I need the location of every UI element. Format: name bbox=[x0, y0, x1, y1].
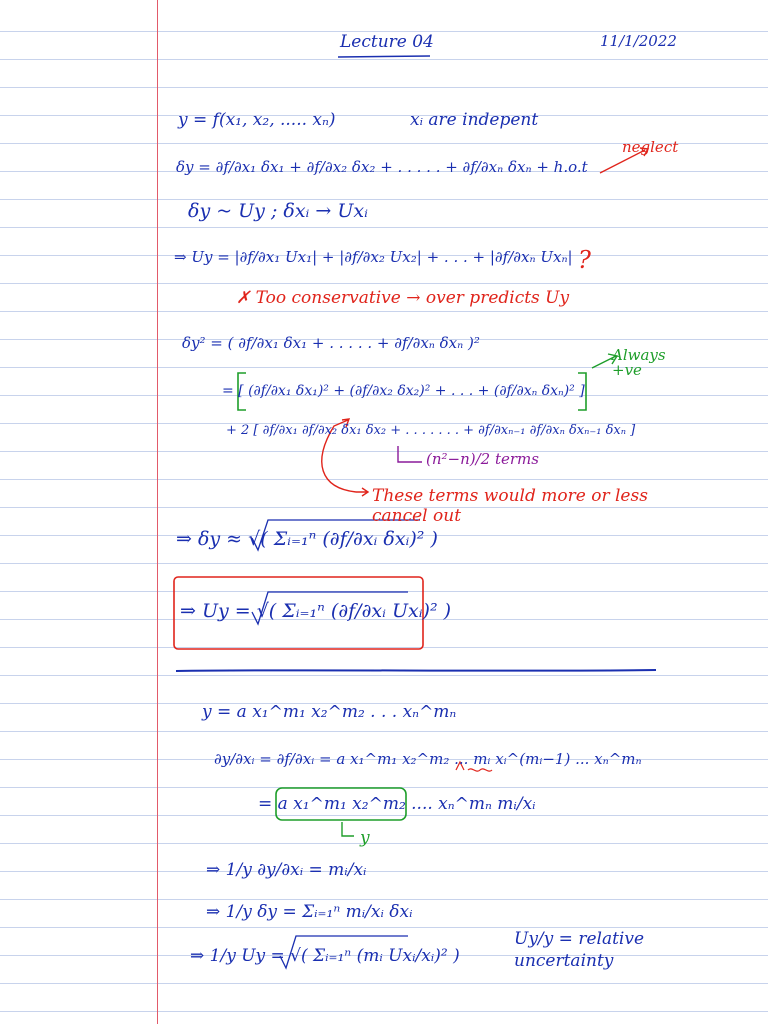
uncertainty-mapping: δy ~ Uy ; δxᵢ → Uxᵢ bbox=[188, 200, 368, 222]
power-law-simplified: = a x₁^m₁ x₂^m₂ .... xₙ^mₙ mᵢ/xᵢ bbox=[258, 794, 536, 814]
neglect-note: neglect bbox=[622, 138, 679, 156]
cancel-out-note: These terms would more or less cancel out bbox=[372, 486, 648, 527]
always-positive-note: Always +ve bbox=[612, 346, 666, 379]
cross-terms: + 2 [ ∂f/∂x₁ ∂f/∂x₂ δx₁ δx₂ + . . . . . . . + ∂f/∂xₙ₋₁ ∂f/∂xₙ δxₙ₋₁ δxₙ ] bbox=[226, 423, 636, 438]
delta-y-approx: ⇒ δy ≈ √( Σᵢ₌₁ⁿ (∂f/∂xᵢ δxᵢ)² ) bbox=[176, 528, 438, 550]
squared-terms: = [ (∂f/∂x₁ δx₁)² + (∂f/∂x₂ δx₂)² + . . . + (∂f/∂xₙ δxₙ)² ] bbox=[222, 383, 585, 399]
cancel-arrow-head bbox=[356, 488, 368, 496]
purple-hook bbox=[398, 446, 422, 462]
title-underline bbox=[338, 56, 430, 57]
margin-line bbox=[157, 0, 158, 1024]
independence-note: xᵢ are indepent bbox=[410, 110, 539, 130]
y-hook bbox=[342, 822, 354, 836]
y-label: y bbox=[360, 828, 370, 848]
relative-uncertainty-definition: Uy/y = relative uncertainty bbox=[514, 929, 645, 972]
cross-term-count: (n²−n)/2 terms bbox=[426, 450, 539, 468]
power-law-function: y = a x₁^m₁ x₂^m₂ . . . xₙ^mₙ bbox=[202, 702, 457, 722]
root-sum-square-result: ⇒ Uy = √( Σᵢ₌₁ⁿ (∂f/∂xᵢ Uxᵢ)² ) bbox=[180, 600, 452, 622]
relative-differential: ⇒ 1/y δy = Σᵢ₌₁ⁿ mᵢ/xᵢ δxᵢ bbox=[206, 902, 413, 922]
question-mark: ? bbox=[578, 246, 591, 274]
power-law-derivative: ∂y/∂xᵢ = ∂f/∂xᵢ = a x₁^m₁ x₂^m₂ ... mᵢ xᵢ^(mᵢ−1) ... xₙ^mₙ bbox=[214, 750, 642, 768]
relative-uncertainty-formula: ⇒ 1/y Uy = √( Σᵢ₌₁ⁿ (mᵢ Uxᵢ/xᵢ)² ) bbox=[190, 946, 460, 966]
lecture-date: 11/1/2022 bbox=[600, 32, 677, 50]
section-separator bbox=[176, 670, 656, 671]
linear-sum-uncertainty: ⇒ Uy = |∂f/∂x₁ Ux₁| + |∂f/∂x₂ Ux₂| + . . . + |∂f/∂xₙ Uxₙ| bbox=[174, 248, 573, 266]
total-differential: δy = ∂f/∂x₁ δx₁ + ∂f/∂x₂ δx₂ + . . . . . + ∂f/∂xₙ δxₙ + h.o.t bbox=[176, 158, 588, 176]
lecture-title: Lecture 04 bbox=[340, 32, 434, 52]
too-conservative-note: ✗ Too conservative → over predicts Uy bbox=[236, 288, 570, 308]
squared-differential: δy² = ( ∂f/∂x₁ δx₁ + . . . . . + ∂f/∂xₙ δxₙ )² bbox=[182, 334, 480, 352]
log-derivative: ⇒ 1/y ∂y/∂xᵢ = mᵢ/xᵢ bbox=[206, 860, 367, 880]
function-definition: y = f(x₁, x₂, ..... xₙ) bbox=[178, 110, 336, 130]
